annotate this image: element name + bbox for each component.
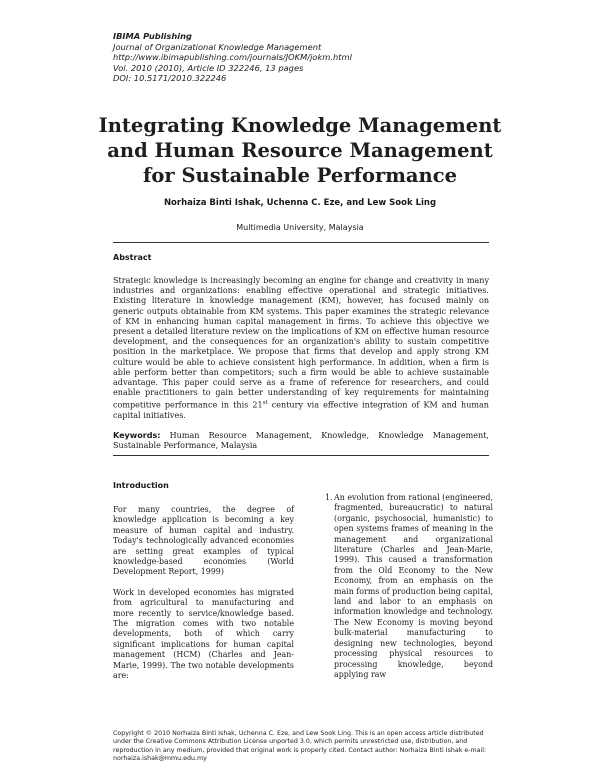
divider (113, 455, 489, 456)
journal-url: http://www.ibimapublishing.com/journals/JOKM/jokm.html (113, 52, 352, 63)
list-item: An evolution from rational (engineered, fragmented, bureaucratic) to natural (organic, psychosocial, humanistic) to open systems frames of meaning in the management and organizational literature (Charles and Jean-Marie, 1999). This caused a transformation from the Old Economy to the New Economy, from an emphasis on the main forms of production being capital, land and labor to an emphasis on information knowledge and technology. The New Economy is moving beyond bulk-material manufacturing to designing new technologies, beyond processing physical resources to processing knowledge, beyond applying raw (334, 493, 493, 679)
paper-title (60, 113, 540, 188)
abstract-body (113, 276, 489, 422)
paragraph: Work in developed economies has migrated from agricultural to manufacturing and more recently to service/knowledge based. The migration comes with two notable developments, both of which carry significant implications for human capital management (HCM) (Charles and Jean-Marie, 1999). The two notable developments are: (113, 587, 294, 681)
abstract-superscript: st (262, 400, 268, 407)
keywords (113, 431, 489, 451)
affiliation: Multimedia University, Malaysia (236, 223, 364, 232)
paragraph: For many countries, the degree of knowledge application is becoming a key measure of human capital and industry. Today's technologically advanced economies are setting great examples of typical knowledge-based economies (World Development Report, 1999) (113, 505, 294, 577)
title-line: and Human Resource Management (107, 139, 493, 162)
title-line: Integrating Knowledge Management (98, 114, 502, 137)
divider (113, 242, 489, 243)
authors: Norhaiza Binti Ishak, Uchenna C. Eze, and Lew Sook Ling (163, 198, 437, 208)
list-number: 1. (325, 493, 333, 502)
copyright-notice: Copyright © 2010 Norhaiza Binti Ishak, Uchenna C. Eze, and Lew Sook Ling. This is an open access article distributed under the Creative Commons Attribution License unported 3.0, which permits unrestricted use, distribution, and reproduction in any medium, provided that original work is properly cited. Contact author: Norhaiza Binti Ishak e-mail: norhaiza.ishak@mmu.edu.my (113, 730, 487, 763)
publisher-name: IBIMA Publishing (113, 31, 192, 41)
volume-info: Vol. 2010 (2010), Article ID 322246, 13 pages (113, 62, 304, 73)
keywords-label: Keywords: (113, 431, 161, 440)
left-column (113, 505, 294, 682)
introduction-heading: Introduction (113, 481, 169, 490)
right-column (325, 493, 493, 680)
abstract-text-end: century via effective integration of KM and human capital initiatives. (113, 401, 489, 421)
keywords-text: Human Resource Management, Knowledge, Knowledge Management, Sustainable Performance, Malaysia (113, 431, 489, 451)
journal-name: Journal of Organizational Knowledge Management (113, 41, 322, 52)
abstract-heading: Abstract (113, 253, 152, 262)
journal-header (113, 31, 493, 84)
title-line: for Sustainable Performance (142, 164, 457, 187)
abstract-text: Strategic knowledge is increasingly becoming an engine for change and creativity in many industries and organizations: enabling effective operational and strategic initiatives. Existing literature in knowledge management (KM), however, has focused mainly on generic outputs obtainable from KM systems. This paper examines the strategic relevance of KM in enhancing human capital management in firms. To achieve this objective we present a detailed literature review on the implications of KM on effective human resource development, and the consequences for an organization's ability to sustain competitive position in the marketplace. We propose that firms that develop and apply strong KM culture would be able to achieve consistent high performance. In addition, when a firm is able perform better than competitors; such a firm would be able to achieve sustainable advantage. This paper could serve as a frame of reference for researchers, and could enable practitioners to gain better understanding of key requirements for maintaining competitive performance in this 21 (113, 276, 489, 411)
doi: DOI: 10.5171/2010.322246 (113, 73, 227, 84)
